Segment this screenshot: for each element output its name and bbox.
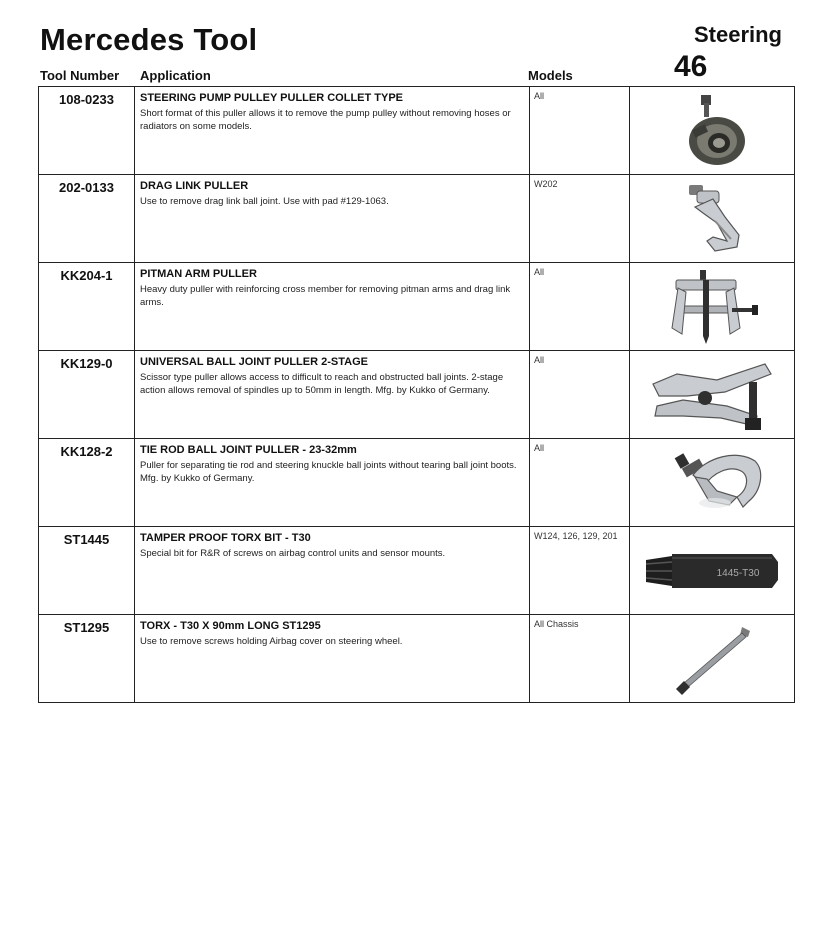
table-row (39, 527, 795, 615)
tool-number: 202-0133 (59, 180, 114, 195)
table-row (39, 175, 795, 263)
section-title: Steering (693, 22, 782, 47)
tool-image-cell (630, 527, 795, 615)
tool-number-cell (39, 87, 135, 175)
collet-puller-icon (667, 93, 757, 169)
models-cell: All (530, 263, 630, 351)
tool-image-cell (630, 615, 795, 703)
tool-description: Special bit for R&R of screws on airbag control units and sensor mounts. (140, 548, 446, 559)
column-header-models: Models (528, 68, 573, 83)
table-row (39, 615, 795, 703)
tool-number-cell (39, 439, 135, 527)
tool-number: KK128-2 (60, 444, 113, 459)
tool-number: KK129-0 (60, 356, 113, 371)
application-cell (135, 263, 530, 351)
tool-image-cell (630, 263, 795, 351)
tie-rod-puller-icon (657, 445, 767, 521)
column-header-tool-number: Tool Number (40, 68, 120, 83)
table-row (39, 87, 795, 175)
tool-image-cell (630, 439, 795, 527)
tool-name: PITMAN ARM PULLER (140, 268, 257, 280)
table-row (39, 263, 795, 351)
tool-name: TORX - T30 X 90mm LONG ST1295 (140, 620, 321, 632)
tool-image-cell (630, 175, 795, 263)
scissor-puller-icon (647, 356, 777, 434)
drag-link-puller-icon (667, 181, 757, 257)
tool-number-cell (39, 175, 135, 263)
tool-number-cell (39, 615, 135, 703)
models-cell: All (530, 87, 630, 175)
page-title: Mercedes Tool (40, 22, 258, 57)
tools-table (38, 86, 795, 703)
application-cell (135, 527, 530, 615)
application-cell (135, 87, 530, 175)
tool-description: Puller for separating tie rod and steering knuckle ball joints without tearing ball joint boots. Mfg. by Kukko of Germany. (140, 460, 517, 484)
long-torx-bit-icon (662, 621, 762, 697)
tool-name: DRAG LINK PULLER (140, 180, 249, 192)
column-header-application: Application (140, 68, 211, 83)
tool-number: 108-0233 (59, 92, 114, 107)
pitman-arm-puller-icon (662, 268, 762, 346)
table-row (39, 439, 795, 527)
models-cell: W202 (530, 175, 630, 263)
tool-name: STEERING PUMP PULLEY PULLER COLLET TYPE (140, 92, 404, 104)
models-cell: All (530, 351, 630, 439)
page-number: 46 (674, 50, 708, 83)
tool-name: TIE ROD BALL JOINT PULLER - 23-32mm (140, 444, 357, 456)
tool-description: Use to remove screws holding Airbag cover on steering wheel. (140, 636, 403, 647)
application-cell (135, 175, 530, 263)
tool-description: Short format of this puller allows it to remove the pump pulley without removing hoses or radiators on some models. (140, 108, 511, 132)
tool-number-cell (39, 527, 135, 615)
tool-number: ST1295 (63, 620, 110, 635)
tool-number-cell (39, 263, 135, 351)
application-cell (135, 615, 530, 703)
tool-number: KK204-1 (60, 268, 113, 283)
models-cell: W124, 126, 129, 201 (530, 527, 630, 615)
tool-name: TAMPER PROOF TORX BIT - T30 (140, 532, 311, 544)
tool-number: ST1445 (63, 532, 110, 547)
torx-bit-icon (642, 546, 782, 596)
tool-description: Use to remove drag link ball joint. Use with pad #129-1063. (140, 196, 389, 207)
tool-description: Scissor type puller allows access to difficult to reach and obstructed ball joints. 2-stage action allows removal of spindles up to 50mm in length. Mfg. by Kukko of Germany. (140, 372, 504, 396)
models-cell: All Chassis (530, 615, 630, 703)
tool-name: UNIVERSAL BALL JOINT PULLER 2-STAGE (140, 356, 368, 368)
application-cell (135, 351, 530, 439)
table-row (39, 351, 795, 439)
tool-image-cell (630, 87, 795, 175)
models-cell: All (530, 439, 630, 527)
tool-number-cell (39, 351, 135, 439)
tool-description: Heavy duty puller with reinforcing cross member for removing pitman arms and drag link arms. (140, 284, 511, 308)
application-cell (135, 439, 530, 527)
tool-image-cell (630, 351, 795, 439)
torx-bit-label: 1445-T30 (716, 567, 760, 579)
